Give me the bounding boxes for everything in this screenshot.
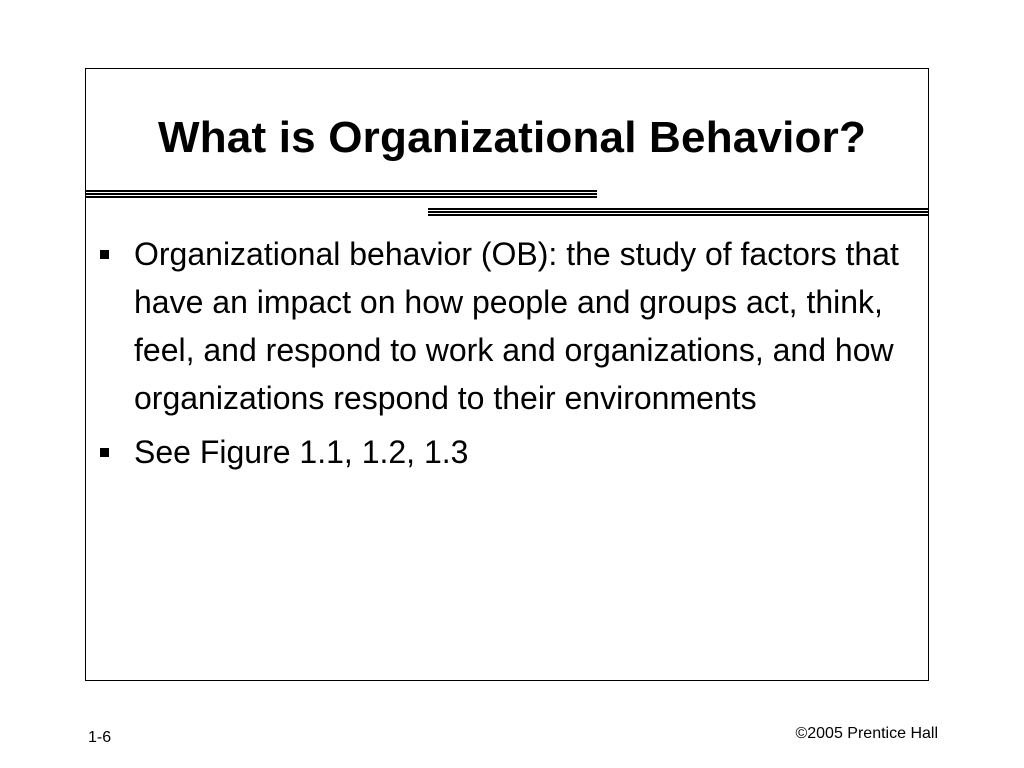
divider-line (428, 211, 928, 213)
divider-line (86, 193, 597, 195)
divider-line (428, 208, 928, 210)
title-divider-left (86, 190, 597, 198)
bullet-list (98, 230, 928, 482)
copyright-notice: ©2005 Prentice Hall (795, 725, 938, 742)
divider-line (428, 214, 928, 216)
slide-title: What is Organizational Behavior? (157, 113, 867, 162)
bullet-text: Organizational behavior (OB): the study of factors that have an impact on how people and groups act, think, feel, and respond to work and organizations, and how organizations respond to their environments (134, 236, 899, 416)
slide-number: 1-6 (88, 729, 112, 746)
divider-line (86, 196, 597, 198)
square-bullet-icon (100, 448, 109, 457)
divider-line (86, 190, 597, 192)
bullet-text: See Figure 1.1, 1.2, 1.3 (134, 434, 469, 470)
title-divider-right (428, 208, 928, 216)
bullet-item (98, 428, 928, 476)
bullet-item (98, 230, 928, 422)
square-bullet-icon (100, 250, 109, 259)
